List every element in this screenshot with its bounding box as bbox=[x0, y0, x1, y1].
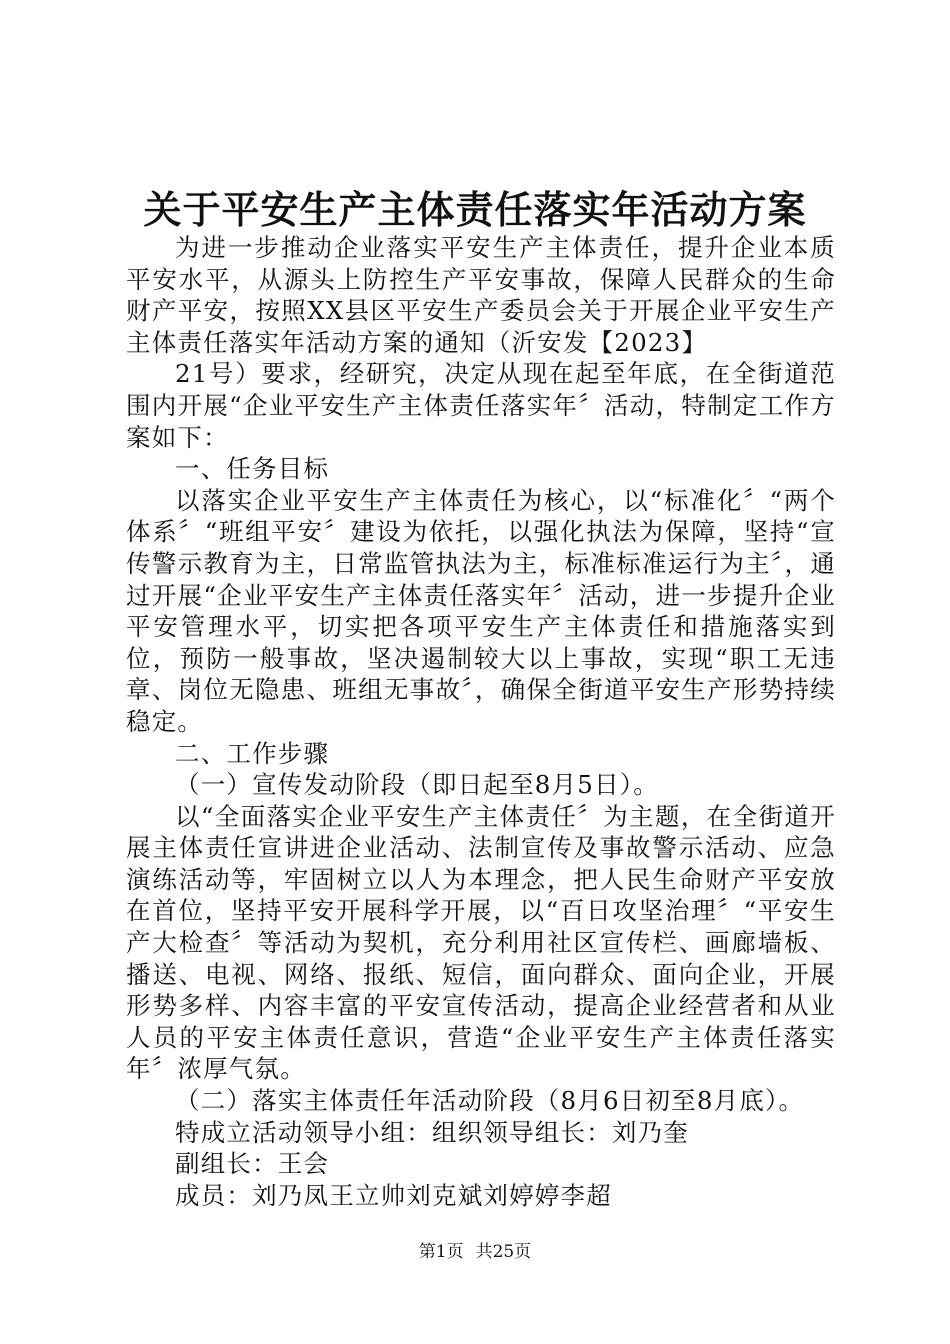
members-line: 成员：刘乃凤王立帅刘克斌刘婷婷李超 bbox=[175, 1180, 612, 1210]
deputy-leader-line: 副组长：王会 bbox=[175, 1149, 330, 1179]
section-heading-goals: 一、任务目标 bbox=[175, 454, 330, 484]
document-body bbox=[126, 232, 836, 1211]
document-title: 关于平安生产主体责任落实年活动方案 bbox=[143, 187, 807, 232]
subheading-stage-two: （二）落实主体责任年活动阶段（8月6日初至8月底）。 bbox=[175, 1086, 805, 1116]
paragraph-intro: 为进一步推动企业落实平安生产主体责任，提升企业本质平安水平，从源头上防控生产平安事故，保障人民群众的生命财产平安，按照XX县区平安生产委员会关于开展企业平安生产主体责任落实年活动方案的通知（沂安发【2023】 bbox=[126, 233, 836, 357]
paragraph-goals: 以落实企业平安生产主体责任为核心，以“标准化〞“两个体系〞“班组平安〞建设为依托，以强化执法为保障，坚持“宣传警示教育为主，日常监管执法为主，标准标准运行为主〞，通过开展“企业平安生产主体责任落实年〞活动，进一步提升企业平安管理水平，切实把各项平安生产主体责任和措施落实到位，预防一般事故，坚决遏制较大以上事故，实现“职工无违章、岗位无隐患、班组无事故〞，确保全街道平安生产形势持续稳定。 bbox=[126, 485, 836, 736]
section-heading-steps: 二、工作步骤 bbox=[175, 738, 330, 768]
page-total: 共25页 bbox=[475, 1242, 532, 1262]
subheading-stage-one: （一）宣传发动阶段（即日起至8月5日）。 bbox=[175, 770, 659, 800]
page-number: 第1页 bbox=[418, 1242, 464, 1262]
paragraph-intro-continued: 21号）要求，经研究，决定从现在起至年底，在全街道范围内开展“企业平安生产主体责任落实年〞活动，特制定工作方案如下： bbox=[126, 359, 836, 452]
paragraph-stage-one: 以“全面落实企业平安生产主体责任〞为主题，在全街道开展主体责任宣讲进企业活动、法制宣传及事故警示活动、应急演练活动等，牢固树立以人为本理念，把人民生命财产平安放在首位，坚持平安开展科学开展，以“百日攻坚治理〞“平安生产大检查〞等活动为契机，充分利用社区宣传栏、画廊墙板、播送、电视、网络、报纸、短信，面向群众、面向企业，开展形势多样、内容丰富的平安宣传活动，提高企业经营者和从业人员的平安主体责任意识，营造“企业平安生产主体责任落实年〞浓厚气氛。 bbox=[126, 801, 836, 1084]
leadership-group-line: 特成立活动领导小组：组织领导组长：刘乃奎 bbox=[175, 1117, 689, 1147]
page-footer bbox=[0, 1240, 950, 1264]
